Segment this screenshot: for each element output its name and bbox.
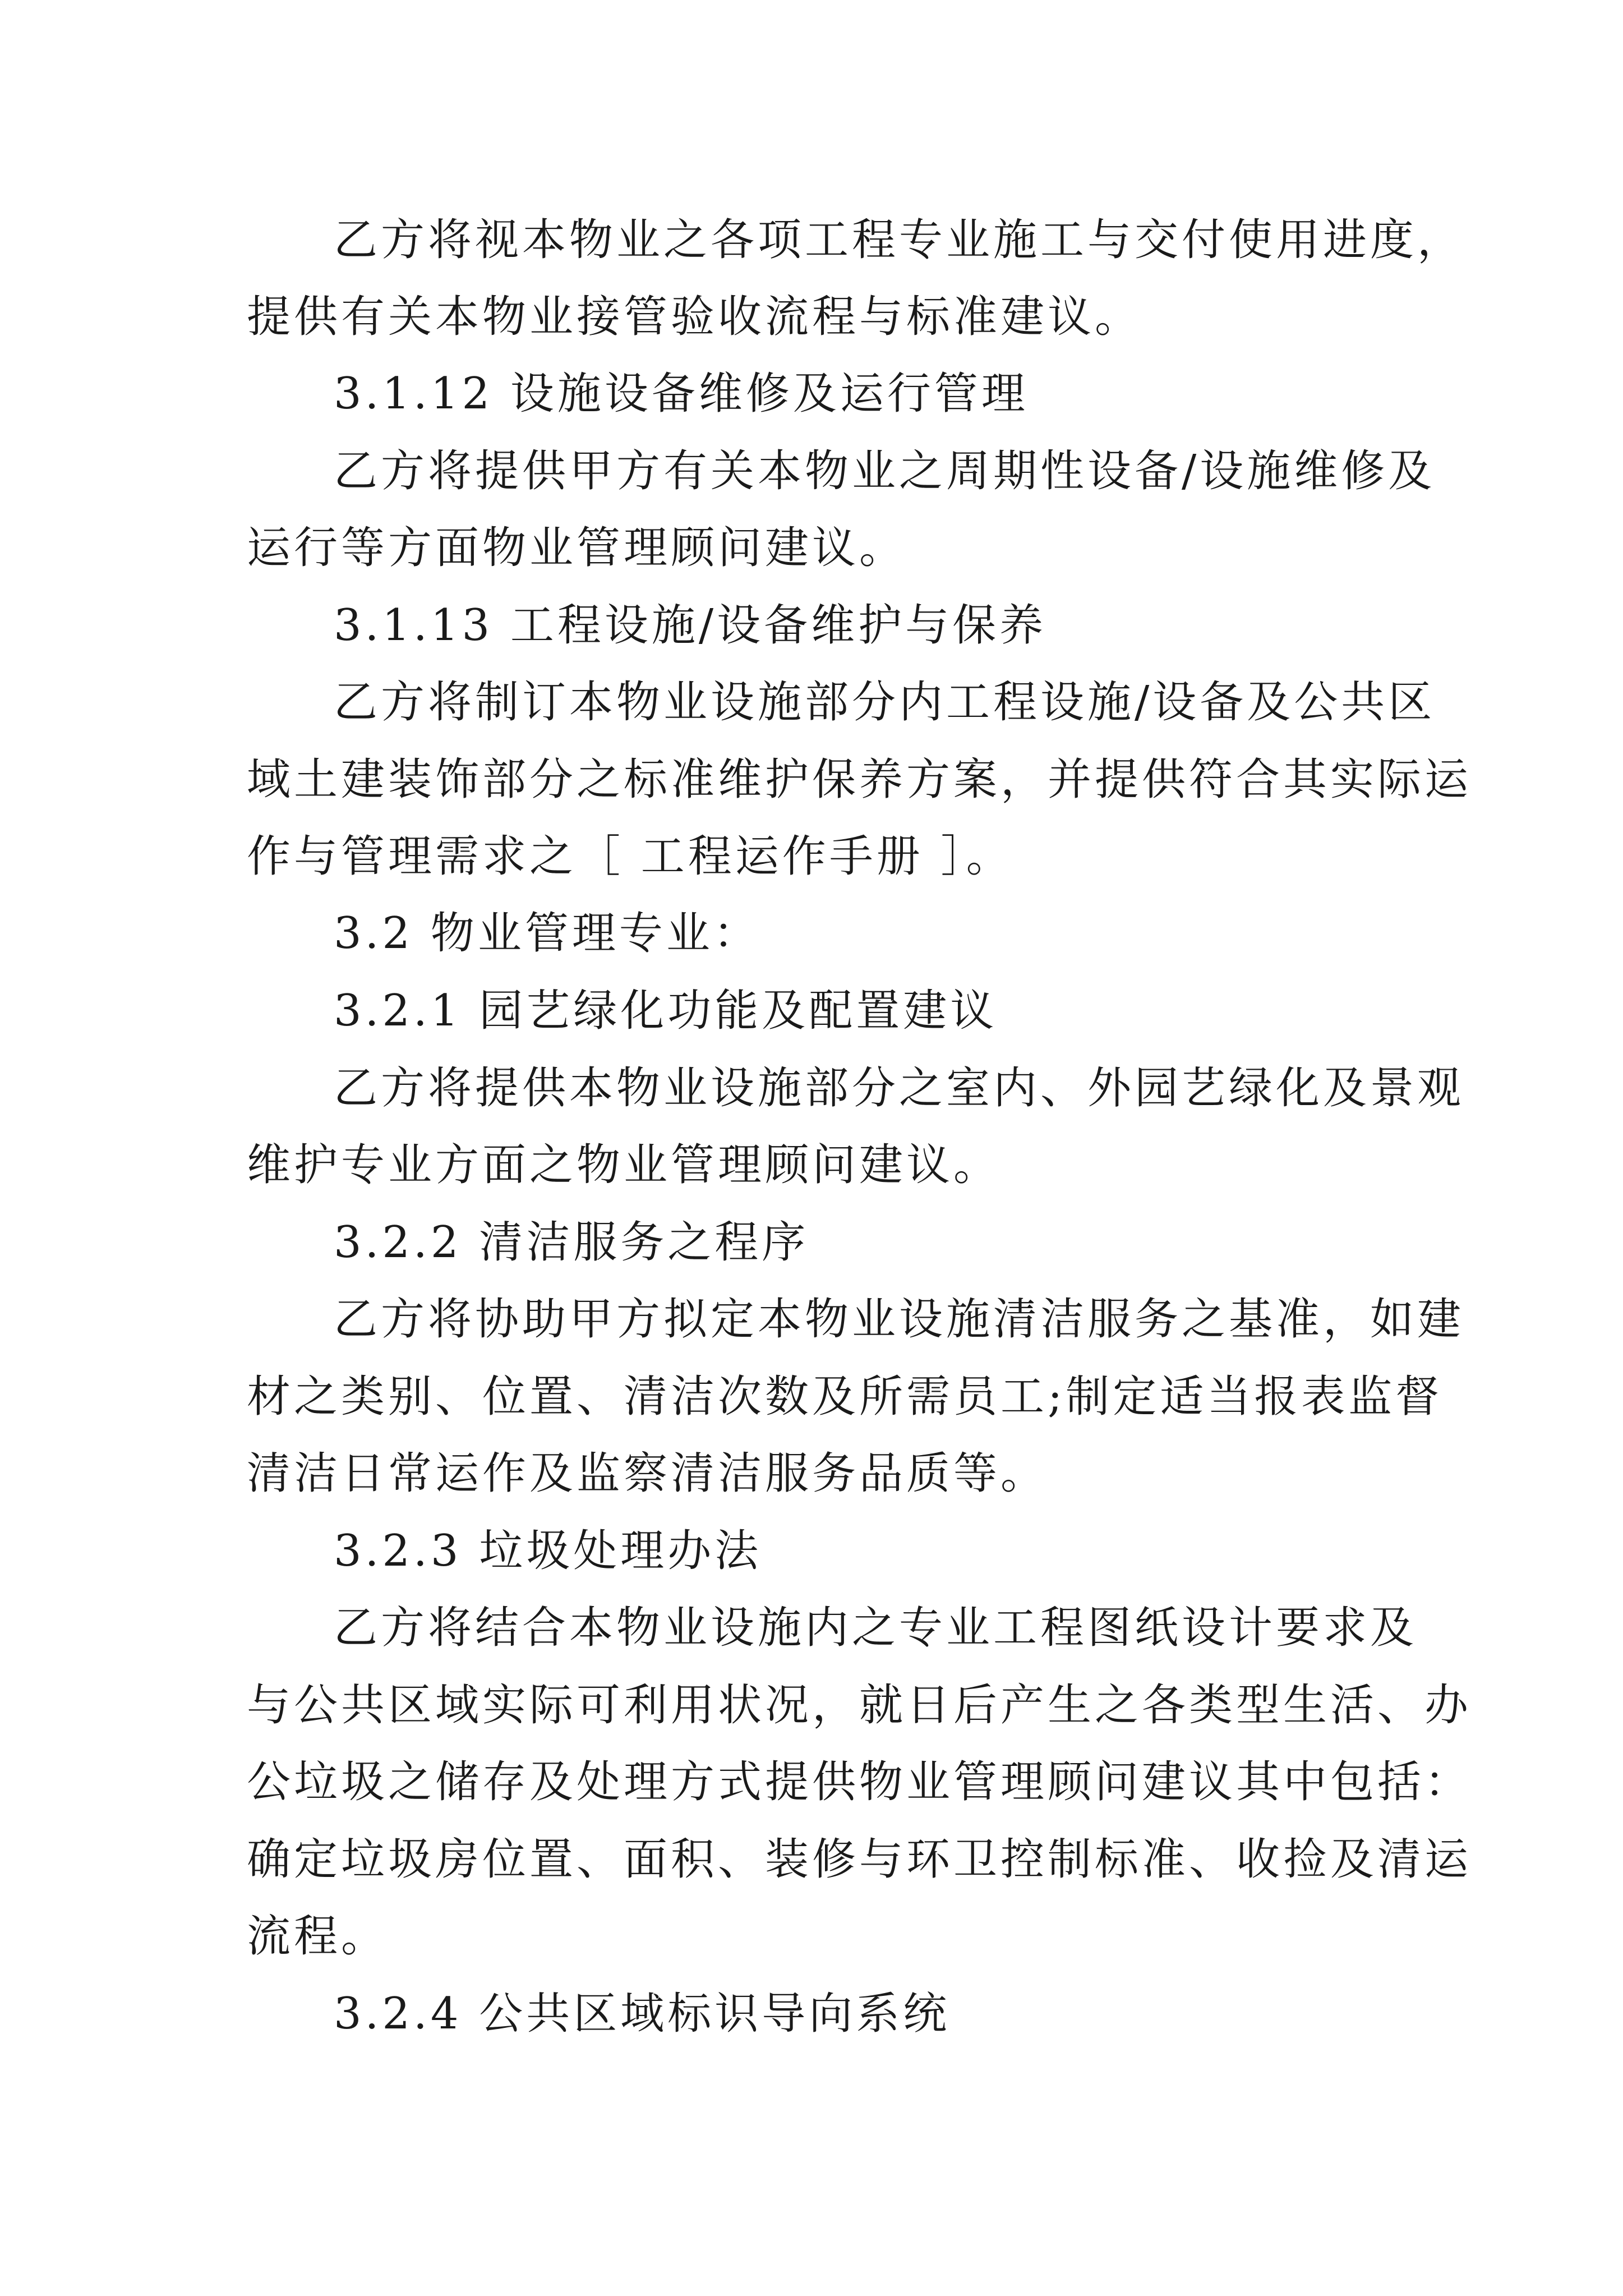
section-heading: 3.1.13 工程设施/设备维护与保养 bbox=[334, 600, 1047, 651]
paragraph-line: 提供有关本物业接管验收流程与标准建议。 bbox=[247, 292, 1142, 342]
paragraph-line: 乙方将提供本物业设施部分之室内、外园艺绿化及景观 bbox=[334, 1063, 1465, 1114]
paragraph-line: 与公共区域实际可利用状况，就日后产生之各类型生活、办 bbox=[247, 1680, 1472, 1731]
section-heading: 3.2.2 清洁服务之程序 bbox=[334, 1217, 809, 1268]
paragraph-line: 清洁日常运作及监察清洁服务品质等。 bbox=[247, 1448, 1048, 1499]
section-heading: 3.2.4 公共区域标识导向系统 bbox=[334, 1989, 951, 2039]
paragraph-line: 作与管理需求之［ 工程运作手册 ］。 bbox=[247, 831, 1013, 882]
section-heading: 3.1.12 设施设备维修及运行管理 bbox=[334, 369, 1029, 419]
paragraph-line: 确定垃圾房位置、面积、装修与环卫控制标准、收捡及清运 bbox=[247, 1834, 1472, 1885]
paragraph-line: 乙方将结合本物业设施内之专业工程图纸设计要求及 bbox=[334, 1603, 1418, 1653]
section-heading: 3.2.3 垃圾处理办法 bbox=[334, 1526, 762, 1576]
paragraph-line: 公垃圾之储存及处理方式提供物业管理顾问建议其中包括： bbox=[247, 1757, 1472, 1807]
section-heading: 3.2.1 园艺绿化功能及配置建议 bbox=[334, 986, 998, 1036]
paragraph-line: 运行等方面物业管理顾问建议。 bbox=[247, 523, 907, 573]
paragraph-line: 流程。 bbox=[247, 1911, 389, 1962]
paragraph-line: 乙方将协助甲方拟定本物业设施清洁服务之基准，如建 bbox=[334, 1294, 1465, 1345]
paragraph-line: 域土建装饰部分之标准维护保养方案，并提供符合其实际运 bbox=[247, 754, 1472, 805]
paragraph-line: 乙方将提供甲方有关本物业之周期性设备/设施维修及 bbox=[334, 446, 1436, 496]
paragraph-line: 乙方将视本物业之各项工程专业施工与交付使用进度， bbox=[334, 215, 1465, 265]
paragraph-line: 维护专业方面之物业管理顾问建议。 bbox=[247, 1140, 1001, 1190]
paragraph-line: 乙方将制订本物业设施部分内工程设施/设备及公共区 bbox=[334, 677, 1436, 728]
paragraph-line: 材之类别、位置、清洁次数及所需员工;制定适当报表监督 bbox=[247, 1372, 1443, 1422]
section-heading: 3.2 物业管理专业： bbox=[334, 908, 760, 959]
